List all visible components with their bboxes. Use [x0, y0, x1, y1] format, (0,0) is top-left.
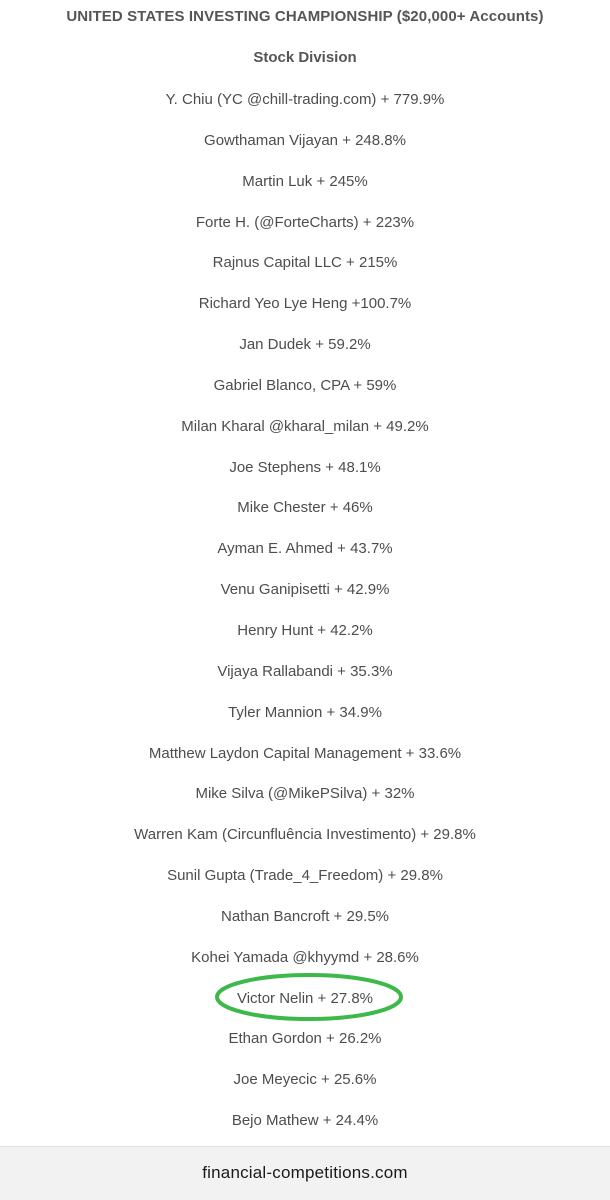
list-item: Rajnus Capital LLC + 215% — [212, 254, 398, 272]
list-item: Joe Meyecic + 25.6% — [233, 1071, 377, 1089]
footer-domain: financial-competitions.com — [202, 1163, 408, 1182]
results-list — [0, 89, 610, 1151]
list-item: Forte H. (@ForteCharts) + 223% — [195, 213, 415, 231]
list-item: Milan Kharal @kharal_milan + 49.2% — [181, 417, 429, 435]
list-item: Bejo Mathew + 24.4% — [231, 1112, 379, 1130]
list-item: Ayman E. Ahmed + 43.7% — [217, 540, 393, 558]
list-item: Joe Stephens + 48.1% — [229, 458, 381, 476]
list-item: Mike Chester + 46% — [237, 499, 373, 517]
footer-bar — [0, 1146, 610, 1200]
division-title: Stock Division — [253, 49, 357, 66]
list-item: Vijaya Rallabandi + 35.3% — [217, 662, 393, 680]
list-item: Sunil Gupta (Trade_4_Freedom) + 29.8% — [167, 867, 443, 885]
list-item: Nathan Bancroft + 29.5% — [220, 907, 390, 925]
list-item: Venu Ganipisetti + 42.9% — [220, 581, 390, 599]
list-item-highlighted: Victor Nelin + 27.8% — [236, 989, 374, 1007]
list-item: Richard Yeo Lye Heng +100.7% — [198, 295, 412, 313]
list-item: Ethan Gordon + 26.2% — [228, 1030, 382, 1048]
list-item: Warren Kam (Circunfluência Investimento) + 29.8% — [134, 826, 476, 844]
list-item: Jan Dudek + 59.2% — [239, 336, 371, 354]
list-item: Matthew Laydon Capital Management + 33.6% — [148, 744, 462, 762]
list-item: Martin Luk + 245% — [242, 172, 368, 190]
list-item: Mike Silva (@MikePSilva) + 32% — [195, 785, 415, 803]
list-item: Tyler Mannion + 34.9% — [228, 703, 382, 721]
list-item: Gowthaman Vijayan + 248.8% — [204, 131, 406, 149]
list-item: Y. Chiu (YC @chill-trading.com) + 779.9% — [165, 91, 445, 108]
list-item: Gabriel Blanco, CPA + 59% — [213, 376, 397, 394]
list-item: Kohei Yamada @khyymd + 28.6% — [191, 948, 419, 966]
page-title: UNITED STATES INVESTING CHAMPIONSHIP ($20,000+ Accounts) — [66, 8, 544, 25]
list-item: Henry Hunt + 42.2% — [237, 621, 373, 639]
